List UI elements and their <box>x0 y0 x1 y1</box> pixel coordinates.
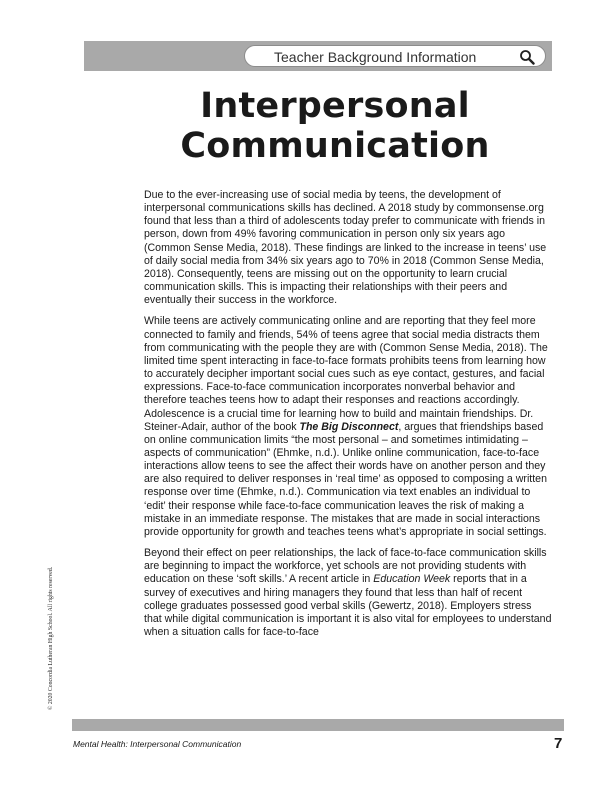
page-number: 7 <box>554 735 563 752</box>
paragraph-2-text-a: While teens are actively communicating online and are reporting that they feel more connected to family and friends, 54% of teens agree that social media distracts them from communicating with the people they are with (Common Sense Media, 2018). The limited time spent interacting in face-to-face formats prohibits teens from learning how to accurately decipher important social cues such as eye contact, gestures, and facial expressions. Face-to-face communication incorporates nonverbal behavior and therefore teaches teens how to adapt their responses and reactions accordingly. Adolescence is a crucial time for learning how to build and maintain friendships. Dr. Steiner-Adair, author of the book <box>144 315 548 433</box>
page-title <box>150 86 520 166</box>
book-title: The Big Disconnect <box>299 420 399 433</box>
page-title-line-1: Interpersonal <box>200 86 470 126</box>
paragraph-2-text-b: , argues that friendships based on online communication limits “the most personal – and sometimes intimidating – aspects of communication” (Ehmke, n.d.). Unlike online communication, face-to-face interactions allow teens to see the affect their words have on another person and they are also required to deliver responses in ‘real time’ as opposed to composing a written response over time (Ehmke, n.d.). Communication via text enables an individual to ‘edit’ their response while face-to-face communication leaves the risk of making a mistake in an immediate response. The mistakes that are made in social interactions provide opportunity for growth and teaches teens what’s appropriate in social settings. <box>144 420 547 538</box>
paragraph-3-text-b: reports that in a survey of executives and hiring managers they found that less than half of recent college graduates possessed good verbal skills (Gewertz, 2018). Employers stress that while digital communication is important it is also vital for employees to understand when a situation calls for face-to-face <box>144 573 552 638</box>
section-label-pill <box>244 45 546 67</box>
paragraph-2 <box>144 315 552 539</box>
footer-text: Mental Health: Interpersonal Communication <box>73 739 242 749</box>
footer-bar <box>72 719 564 731</box>
magnifying-glass-icon <box>519 49 535 65</box>
paragraph-3 <box>144 547 552 639</box>
publication-title: Education Week <box>373 573 451 586</box>
copyright-notice: © 2020 Concordia Lutheran High School. All rights reserved. <box>48 566 54 710</box>
article-body <box>144 189 552 647</box>
section-label: Teacher Background Information <box>274 49 477 65</box>
paragraph-3-text-a: Beyond their effect on peer relationships, the lack of face-to-face communication skills are beginning to impact the workforce, yet schools are not providing students with education on these ‘soft skills.’ A recent article in <box>144 547 547 586</box>
paragraph-1: Due to the ever-increasing use of social media by teens, the development of interpersonal communications skills has declined. A 2018 study by commonsense.org found that less than a third of adolescents today prefer to communicate with friends in person, down from 49% favoring communication in person only six years ago (Common Sense Media, 2018). These findings are linked to the increase in teens’ use of daily social media from 34% six years ago to 70% in 2018 (Common Sense Media, 2018). Consequently, teens are missing out on the opportunity to learn crucial communication skills. This is impacting their relationships with their peers and eventually their success in the workforce. <box>144 189 547 307</box>
page-title-line-2: Communication <box>180 126 490 166</box>
